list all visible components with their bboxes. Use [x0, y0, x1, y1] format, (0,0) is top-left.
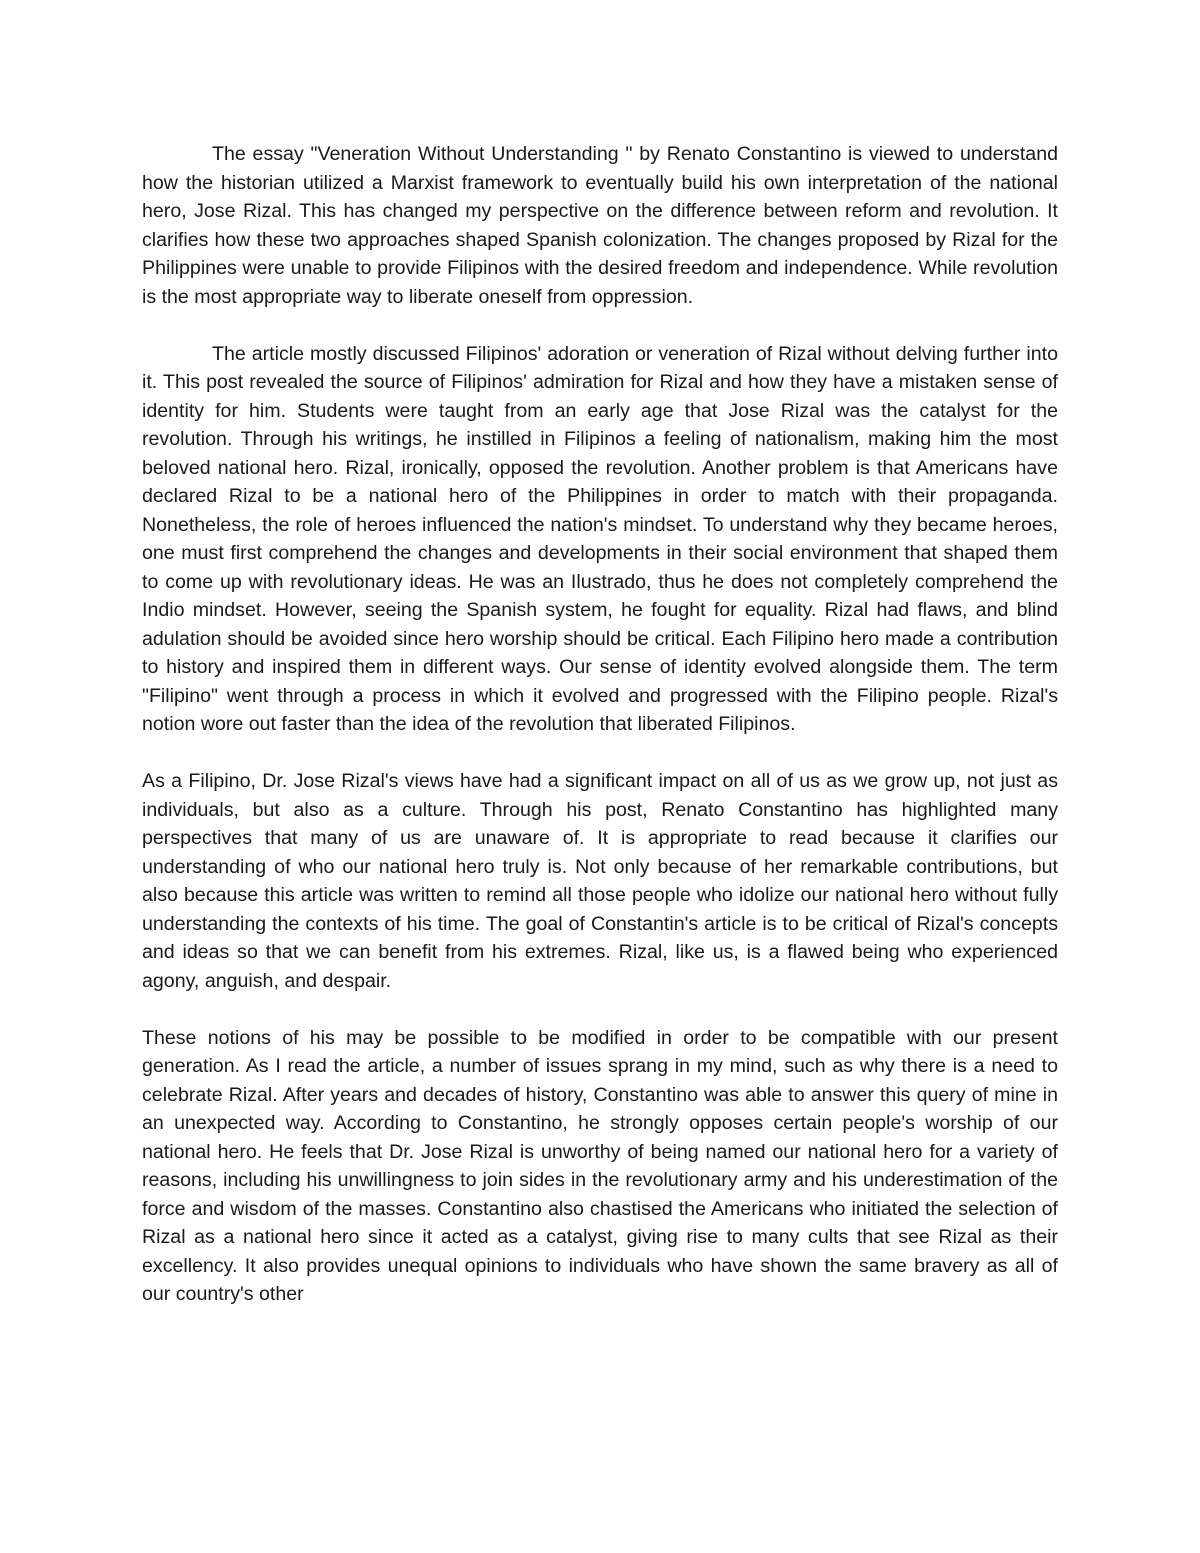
document-body	[142, 140, 1058, 1309]
paragraph-4: These notions of his may be possible to be modified in order to be compatible with our present generation. As I read the article, a number of issues sprang in my mind, such as why there is a need to celebrate Rizal. After years and decades of history, Constantino was able to answer this query of mine in an unexpected way. According to Constantino, he strongly opposes certain people's worship of our national hero. He feels that Dr. Jose Rizal is unworthy of being named our national hero for a variety of reasons, including his unwillingness to join sides in the revolutionary army and his underestimation of the force and wisdom of the masses. Constantino also chastised the Americans who initiated the selection of Rizal as a national hero since it acted as a catalyst, giving rise to many cults that see Rizal as their excellency. It also provides unequal opinions to individuals who have shown the same bravery as all of our country's other	[142, 1026, 1058, 1305]
paragraph-3: As a Filipino, Dr. Jose Rizal's views have had a significant impact on all of us as we grow up, not just as individuals, but also as a culture. Through his post, Renato Constantino has highlighted many perspectives that many of us are unaware of. It is appropriate to read because it clarifies our understanding of who our national hero truly is. Not only because of her remarkable contributions, but also because this article was written to remind all those people who idolize our national hero without fully understanding the contexts of his time. The goal of Constantin's article is to be critical of Rizal's concepts and ideas so that we can benefit from his extremes. Rizal, like us, is a flawed being who experienced agony, anguish, and despair.	[142, 770, 1058, 992]
paragraph-1: The essay "Veneration Without Understanding " by Renato Constantino is viewed to understand how the historian utilized a Marxist framework to eventually build his own interpretation of the national hero, Jose Rizal. This has changed my perspective on the difference between reform and revolution. It clarifies how these two approaches shaped Spanish colonization. The changes proposed by Rizal for the Philippines were unable to provide Filipinos with the desired freedom and independence. While revolution is the most appropriate way to liberate oneself from oppression.	[142, 143, 1058, 308]
paragraph-2: The article mostly discussed Filipinos' adoration or veneration of Rizal without delving further into it. This post revealed the source of Filipinos' admiration for Rizal and how they have a mistaken sense of identity for him. Students were taught from an early age that Jose Rizal was the catalyst for the revolution. Through his writings, he instilled in Filipinos a feeling of nationalism, making him the most beloved national hero. Rizal, ironically, opposed the revolution. Another problem is that Americans have declared Rizal to be a national hero of the Philippines in order to match with their propaganda. Nonetheless, the role of heroes influenced the nation's mindset. To understand why they became heroes, one must first comprehend the changes and developments in their social environment that shaped them to come up with revolutionary ideas. He was an Ilustrado, thus he does not completely comprehend the Indio mindset. However, seeing the Spanish system, he fought for equality. Rizal had flaws, and blind adulation should be avoided since hero worship should be critical. Each Filipino hero made a contribution to history and inspired them in different ways. Our sense of identity evolved alongside them. The term "Filipino" went through a process in which it evolved and progressed with the Filipino people. Rizal's notion wore out faster than the idea of the revolution that liberated Filipinos.	[142, 342, 1058, 735]
